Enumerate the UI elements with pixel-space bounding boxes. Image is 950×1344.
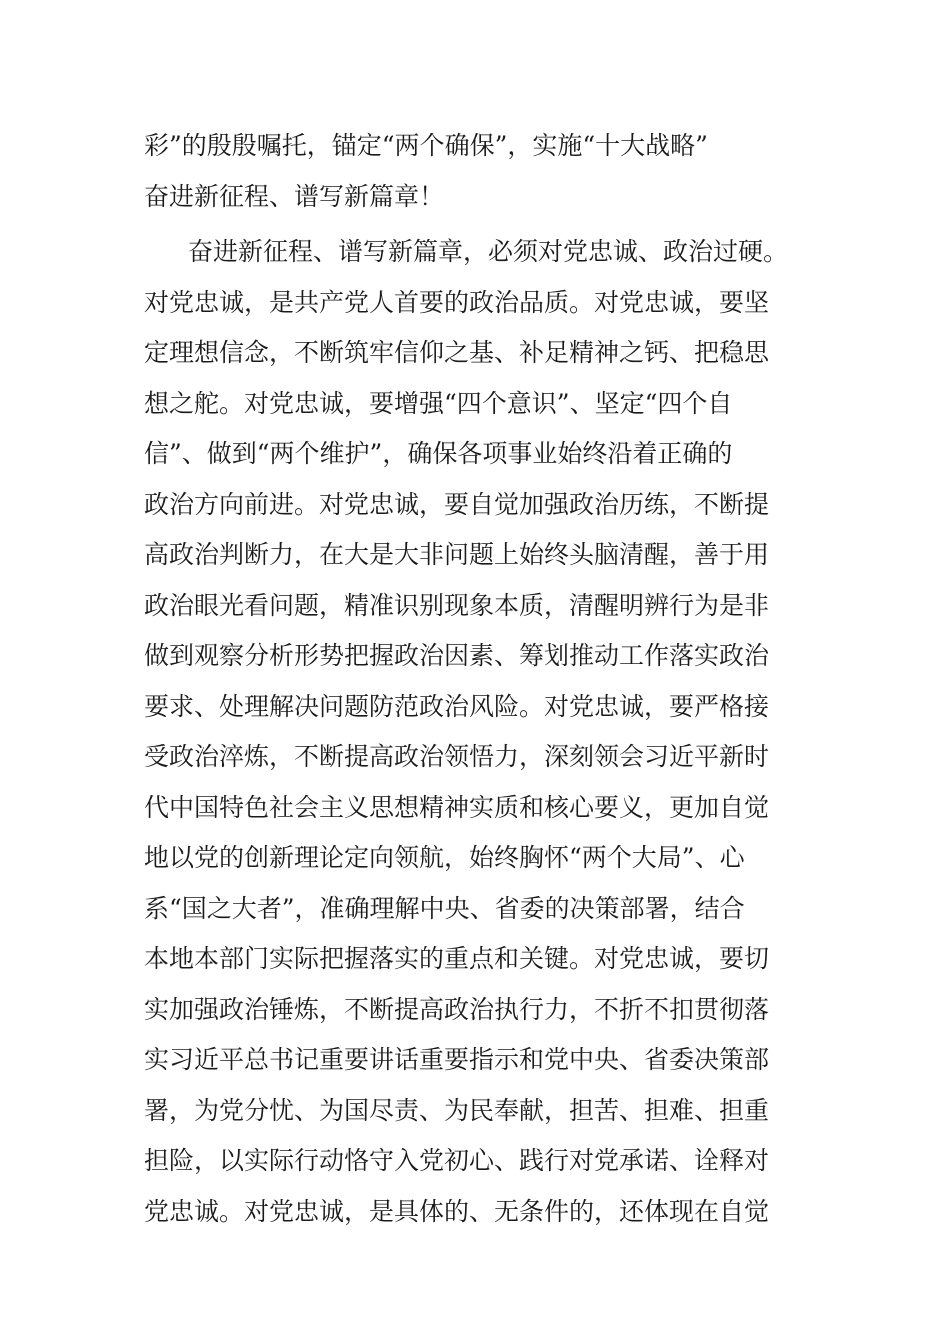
text-line: 高政治判断力，在大是大非问题上始终头脑清醒，善于用	[144, 540, 770, 569]
text-line: 奋进新征程、谱写新篇章！	[144, 181, 445, 211]
text-line: 彩”的殷殷嘱托，锚定“两个确保”，实施“十大战略”	[144, 131, 708, 160]
text-line: 党忠诚。对党忠诚，是具体的、无条件的，还体现在自觉	[144, 1196, 770, 1226]
text-line: 受政治淬炼，不断提高政治领悟力，深刻领会习近平新时	[144, 742, 770, 771]
text-line: 政治方向前进。对党忠诚，要自觉加强政治历练，不断提	[144, 489, 770, 519]
text-line: 系“国之大者”，准确理解中央、省委的决策部署，结合	[144, 893, 745, 923]
text-line: 署，为党分忧、为国尽责、为民奉献，担苦、担难、担重	[144, 1095, 770, 1125]
text-line: 政治眼光看问题，精准识别现象本质，清醒明辨行为是非	[144, 590, 770, 620]
text-line: 实习近平总书记重要讲话重要指示和党中央、省委决策部	[144, 1045, 770, 1074]
body-text	[144, 129, 814, 1245]
text-line: 实加强政治锤炼，不断提高政治执行力，不折不扣贯彻落	[144, 994, 770, 1024]
text-line: 想之舵。对党忠诚，要增强“四个意识”、坚定“四个自	[144, 388, 733, 418]
text-line: 定理想信念，不断筑牢信仰之基、补足精神之钙、把稳思	[144, 338, 770, 367]
text-line: 要求、处理解决问题防范政治风险。对党忠诚，要严格接	[144, 691, 770, 721]
text-line: 做到观察分析形势把握政治因素、筹划推动工作落实政治	[144, 641, 770, 670]
paragraph-first-line: 奋进新征程、谱写新篇章，必须对党忠诚、政治过硬。	[188, 237, 789, 266]
text-line: 代中国特色社会主义思想精神实质和核心要义，更加自觉	[144, 792, 770, 822]
text-line: 对党忠诚，是共产党人首要的政治品质。对党忠诚，要坚	[144, 287, 770, 317]
text-line: 地以党的创新理论定向领航，始终胸怀“两个大局”、心	[144, 843, 745, 872]
text-line: 担险，以实际行动恪守入党初心、践行对党承诺、诠释对	[144, 1146, 770, 1175]
text-line: 信”、做到“两个维护”，确保各项事业始终沿着正确的	[144, 439, 733, 468]
text-line: 本地本部门实际把握落实的重点和关键。对党忠诚，要切	[144, 944, 770, 973]
